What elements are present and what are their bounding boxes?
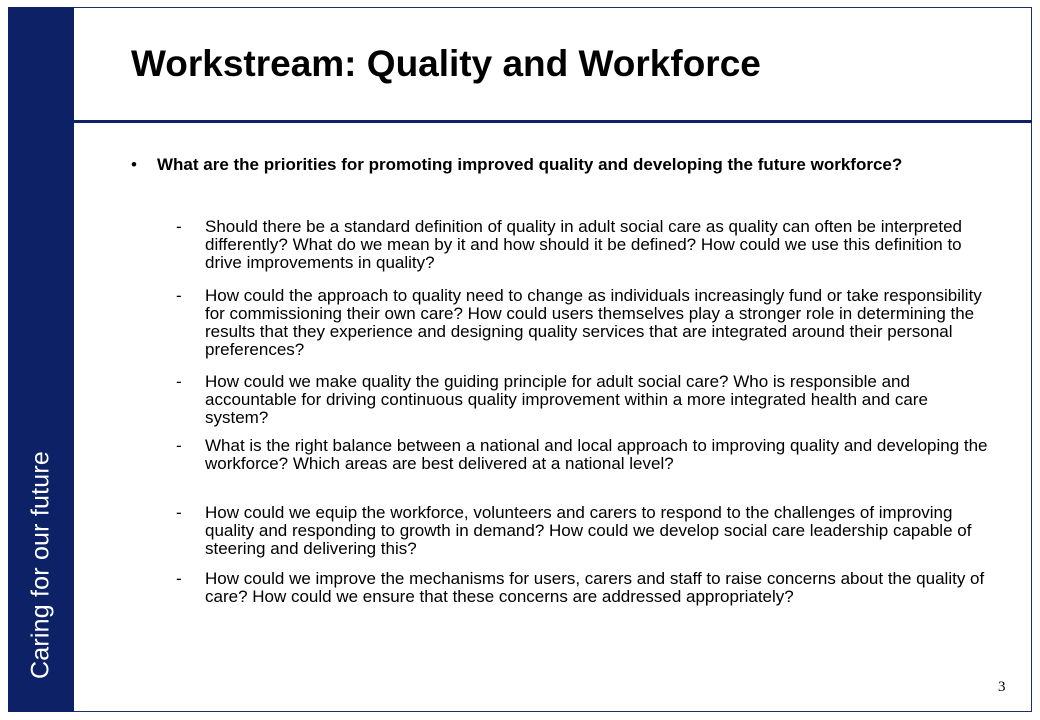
dash-icon: - — [176, 569, 182, 588]
page-number: 3 — [998, 679, 1006, 695]
dash-icon: - — [176, 217, 182, 236]
list-item-text: Should there be a standard definition of quality in adult social care as quality can often be interpreted differently? What do we mean by it and how should it be defined? How could we use this definition to drive improvements in quality? — [205, 217, 962, 272]
title-divider — [74, 120, 1032, 123]
slide-frame — [8, 7, 1032, 712]
list-item-text: How could we improve the mechanisms for users, carers and staff to raise concerns about the quality of care? How could we ensure that these concerns are addressed appropriately? — [205, 569, 985, 606]
dash-icon: - — [176, 436, 182, 455]
list-item-text: How could the approach to quality need to change as individuals increasingly fund or take responsibility for commissioning their own care? How could users themselves play a stronger role in determining the results that they experience and designing quality services that are integrated around their personal preferences? — [205, 286, 982, 359]
dash-icon: - — [176, 286, 182, 305]
dash-icon: - — [176, 503, 182, 522]
list-item-text: How could we make quality the guiding principle for adult social care? Who is responsible and accountable for driving continuous quality improvement within a more integrated health and care system? — [205, 372, 928, 427]
side-label: Caring for our future — [26, 451, 55, 679]
bullet-icon: • — [131, 155, 137, 174]
list-item-text: How could we equip the workforce, volunteers and carers to respond to the challenges of improving quality and responding to growth in demand? How could we develop social care leadership capable of steering and delivering this? — [205, 503, 972, 558]
main-question: What are the priorities for promoting improved quality and developing the future workforce? — [157, 155, 903, 174]
dash-icon: - — [176, 372, 182, 391]
list-item-text: What is the right balance between a national and local approach to improving quality and developing the workforce? Which areas are best delivered at a national level? — [205, 436, 988, 473]
slide-title: Workstream: Quality and Workforce — [131, 43, 761, 84]
